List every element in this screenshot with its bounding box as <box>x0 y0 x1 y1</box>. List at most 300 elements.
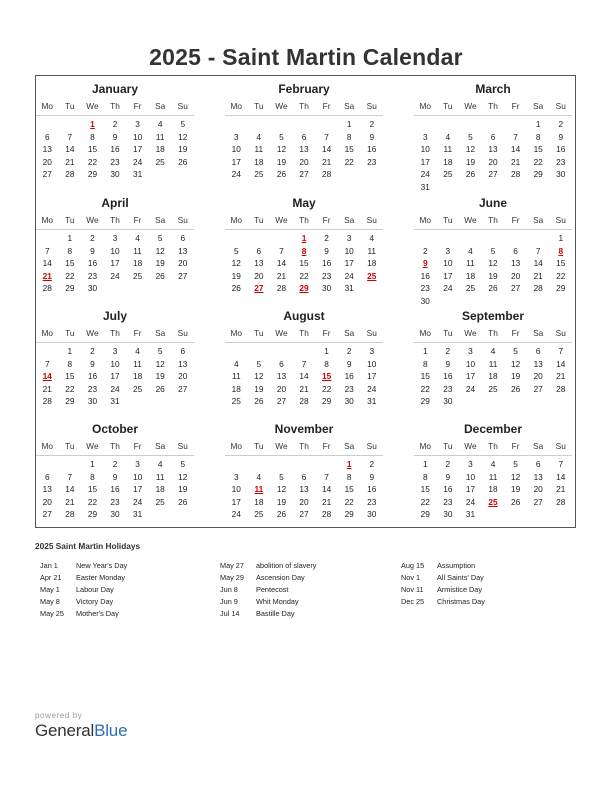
holiday-entry <box>220 584 316 596</box>
week-row <box>36 370 194 383</box>
day-cell: 28 <box>42 396 52 407</box>
day-cell: 24 <box>231 169 241 180</box>
day-cell: 4 <box>157 119 163 129</box>
day-cell: 25 <box>254 509 264 520</box>
holiday-day-cell: 1 <box>90 119 95 129</box>
empty-day-cell <box>270 458 293 471</box>
day-cell: 6 <box>301 471 307 482</box>
holiday-date: Jun 9 <box>220 597 238 607</box>
week-row <box>36 118 194 131</box>
week-row <box>225 370 383 383</box>
week-row <box>36 458 194 471</box>
day-cell: 1 <box>90 459 95 469</box>
day-cell: 27 <box>533 383 543 394</box>
day-cell: 12 <box>231 258 241 269</box>
day-cell: 10 <box>465 358 476 369</box>
day-cell: 21 <box>65 496 75 507</box>
day-cell: 24 <box>132 496 143 507</box>
day-cell: 8 <box>535 131 541 142</box>
day-cell: 17 <box>465 371 476 382</box>
holidays-title: 2025 Saint Martin Holidays <box>35 541 141 551</box>
empty-day-cell <box>504 395 527 408</box>
day-cell: 25 <box>465 283 476 294</box>
weekday-label: We <box>275 100 288 111</box>
empty-day-cell <box>149 508 172 521</box>
weekday-label: Fr <box>511 100 520 111</box>
day-cell: 3 <box>346 233 352 243</box>
empty-day-cell <box>482 295 505 308</box>
day-cell: 20 <box>533 371 543 382</box>
holiday-name: Mother's Day <box>76 609 119 619</box>
day-cell: 12 <box>488 258 498 269</box>
month-june <box>414 195 572 308</box>
powered-by-text: powered by <box>35 711 83 720</box>
day-cell: 22 <box>533 156 543 167</box>
day-cell: 21 <box>299 383 309 394</box>
day-cell: 14 <box>65 144 75 155</box>
day-cell: 29 <box>420 509 430 520</box>
weekday-label: We <box>86 327 99 338</box>
holiday-date: Aug 15 <box>401 561 425 570</box>
month-july <box>36 308 194 408</box>
month-september <box>414 308 572 408</box>
weekday-label: We <box>275 440 288 451</box>
weekday-label: Th <box>299 327 309 338</box>
empty-day-cell <box>549 295 572 308</box>
day-cell: 16 <box>367 144 377 155</box>
holiday-name: Assumption <box>437 561 476 570</box>
weekday-label: Fr <box>511 327 520 338</box>
week-row <box>414 143 572 156</box>
day-cell: 20 <box>178 258 188 269</box>
day-cell: 8 <box>346 131 352 142</box>
holiday-entry <box>220 572 316 584</box>
day-cell: 11 <box>367 245 377 256</box>
day-cell: 4 <box>445 131 451 142</box>
day-cell: 7 <box>301 358 307 369</box>
empty-day-cell <box>293 458 316 471</box>
empty-day-cell <box>360 168 383 181</box>
day-cell: 16 <box>556 144 566 155</box>
day-cell: 19 <box>178 484 188 495</box>
day-cell: 16 <box>420 270 430 281</box>
empty-day-cell <box>171 508 194 521</box>
week-row <box>36 383 194 396</box>
holiday-day-cell: 8 <box>301 245 307 256</box>
empty-day-cell <box>414 118 437 131</box>
day-cell: 30 <box>321 283 332 294</box>
weekday-label: Fr <box>322 214 331 225</box>
day-cell: 20 <box>178 371 188 382</box>
day-cell: 16 <box>87 371 98 382</box>
holiday-name: New Year's Day <box>76 561 128 570</box>
day-cell: 9 <box>112 131 118 142</box>
weekday-label: Sa <box>533 327 544 338</box>
week-row <box>414 232 572 245</box>
empty-day-cell <box>437 232 460 245</box>
weekday-label: Tu <box>254 214 264 225</box>
week-row <box>414 358 572 371</box>
day-cell: 23 <box>443 383 453 394</box>
weekday-label: Tu <box>443 440 453 451</box>
holiday-date: Jun 8 <box>220 585 238 595</box>
weekday-label: Fr <box>511 440 520 451</box>
week-row <box>414 483 572 496</box>
empty-day-cell <box>225 118 248 131</box>
day-cell: 15 <box>87 484 98 495</box>
day-cell: 26 <box>178 156 188 167</box>
empty-day-cell <box>504 508 527 521</box>
day-cell: 26 <box>465 169 476 180</box>
day-cell: 2 <box>422 245 428 256</box>
day-cell: 30 <box>110 169 120 180</box>
day-cell: 22 <box>420 383 430 394</box>
empty-day-cell <box>482 232 505 245</box>
day-cell: 27 <box>276 396 287 407</box>
weekday-label: Th <box>488 214 498 225</box>
holiday-day-cell: 25 <box>367 270 377 281</box>
empty-day-cell <box>459 232 482 245</box>
weekday-label: Mo <box>41 440 54 451</box>
weekday-label: Sa <box>155 214 166 225</box>
week-row <box>36 168 194 181</box>
day-cell: 18 <box>254 156 264 167</box>
day-cell: 10 <box>110 358 120 369</box>
day-cell: 21 <box>556 484 566 495</box>
weekday-label: Tu <box>254 327 264 338</box>
weekday-label: Tu <box>65 100 75 111</box>
weekday-label: Su <box>366 214 377 225</box>
weekday-label: We <box>86 440 99 451</box>
weekday-header <box>36 211 194 230</box>
empty-day-cell <box>36 345 59 358</box>
empty-day-cell <box>549 395 572 408</box>
weekday-header <box>414 437 572 456</box>
holiday-date: Jul 14 <box>220 609 240 619</box>
empty-day-cell <box>504 181 527 194</box>
empty-day-cell <box>315 458 338 471</box>
empty-day-cell <box>104 282 127 295</box>
day-cell: 30 <box>344 396 354 407</box>
week-row <box>414 156 572 169</box>
day-cell: 17 <box>344 258 354 269</box>
weekday-label: Mo <box>419 327 432 338</box>
weekday-label: Sa <box>344 214 355 225</box>
day-cell: 16 <box>110 144 120 155</box>
empty-day-cell <box>482 508 505 521</box>
holiday-entry <box>220 608 316 620</box>
day-cell: 19 <box>155 258 165 269</box>
day-cell: 6 <box>44 131 50 142</box>
day-cell: 4 <box>256 471 262 482</box>
day-cell: 26 <box>510 496 521 507</box>
day-cell: 30 <box>443 396 453 407</box>
day-cell: 5 <box>157 346 163 356</box>
day-cell: 2 <box>90 233 95 243</box>
day-cell: 12 <box>276 144 287 155</box>
day-cell: 2 <box>369 459 375 469</box>
holiday-name: Victory Day <box>76 597 114 607</box>
day-cell: 31 <box>465 509 476 520</box>
holiday-entry <box>220 596 316 608</box>
month-name: September <box>461 309 525 323</box>
empty-day-cell <box>549 508 572 521</box>
day-cell: 3 <box>135 459 140 469</box>
day-cell: 23 <box>321 270 332 281</box>
day-cell: 3 <box>445 245 451 256</box>
holiday-day-cell: 11 <box>254 484 264 495</box>
empty-day-cell <box>270 345 293 358</box>
day-cell: 20 <box>299 156 309 167</box>
day-cell: 16 <box>443 371 453 382</box>
empty-day-cell <box>248 118 271 131</box>
day-cell: 25 <box>231 396 241 407</box>
day-cell: 11 <box>133 358 142 369</box>
holiday-column <box>401 560 485 608</box>
day-cell: 17 <box>110 258 120 269</box>
weekday-label: Th <box>488 440 498 451</box>
day-cell: 10 <box>132 131 143 142</box>
day-cell: 1 <box>422 346 428 356</box>
empty-day-cell <box>248 232 271 245</box>
day-cell: 19 <box>254 383 264 394</box>
holiday-date: May 29 <box>220 573 244 583</box>
empty-day-cell <box>338 168 361 181</box>
weekday-label: Mo <box>419 214 432 225</box>
day-cell: 31 <box>420 181 430 192</box>
day-cell: 5 <box>468 131 473 142</box>
month-august <box>225 308 383 408</box>
holiday-entry <box>40 560 127 572</box>
week-row <box>414 508 572 521</box>
empty-day-cell <box>437 181 460 194</box>
day-cell: 26 <box>488 283 498 294</box>
day-cell: 24 <box>465 383 476 394</box>
day-cell: 30 <box>367 509 377 520</box>
day-cell: 1 <box>558 233 564 243</box>
day-cell: 29 <box>87 169 98 180</box>
day-cell: 1 <box>67 233 73 243</box>
week-row <box>36 270 194 283</box>
holiday-entry <box>401 560 485 572</box>
empty-day-cell <box>59 118 82 131</box>
empty-day-cell <box>482 118 505 131</box>
day-cell: 20 <box>510 270 521 281</box>
day-cell: 6 <box>180 233 186 243</box>
day-cell: 9 <box>346 358 352 369</box>
weekday-label: Sa <box>155 440 166 451</box>
week-row <box>225 395 383 408</box>
empty-day-cell <box>248 345 271 358</box>
day-cell: 6 <box>256 245 262 256</box>
day-cell: 29 <box>87 509 98 520</box>
day-cell: 27 <box>42 509 52 520</box>
day-cell: 16 <box>321 258 332 269</box>
weekday-label: We <box>464 327 477 338</box>
weekday-label: Tu <box>65 440 75 451</box>
empty-day-cell <box>149 282 172 295</box>
day-cell: 22 <box>87 496 98 507</box>
day-cell: 24 <box>465 496 476 507</box>
day-cell: 7 <box>279 245 284 256</box>
holiday-date: Apr 21 <box>40 573 62 583</box>
day-cell: 25 <box>254 169 264 180</box>
weekday-header <box>414 97 572 116</box>
day-cell: 13 <box>178 245 188 256</box>
weekday-header <box>225 437 383 456</box>
day-cell: 3 <box>135 119 140 129</box>
day-cell: 6 <box>279 358 284 369</box>
weekday-label: Tu <box>443 327 453 338</box>
week-row <box>225 496 383 509</box>
weekday-label: Fr <box>133 327 142 338</box>
day-cell: 21 <box>321 156 332 167</box>
month-name: January <box>91 82 139 96</box>
week-row <box>36 508 194 521</box>
day-cell: 26 <box>231 283 241 294</box>
holiday-name: Ascension Day <box>256 573 305 583</box>
week-row <box>225 131 383 144</box>
day-cell: 17 <box>231 156 241 167</box>
day-cell: 18 <box>132 371 143 382</box>
day-cell: 9 <box>558 131 564 142</box>
day-cell: 30 <box>87 396 98 407</box>
weekday-header <box>414 211 572 230</box>
day-cell: 17 <box>367 371 377 382</box>
day-cell: 14 <box>510 144 521 155</box>
day-cell: 2 <box>369 119 375 129</box>
day-cell: 13 <box>299 484 309 495</box>
day-cell: 3 <box>468 346 473 356</box>
day-cell: 31 <box>132 509 143 520</box>
day-cell: 11 <box>231 371 241 382</box>
day-cell: 23 <box>87 270 98 281</box>
holiday-day-cell: 8 <box>558 245 564 256</box>
day-cell: 15 <box>87 144 98 155</box>
empty-day-cell <box>527 181 550 194</box>
day-cell: 23 <box>420 283 430 294</box>
weekday-label: Th <box>299 100 309 111</box>
day-cell: 26 <box>155 270 165 281</box>
week-row <box>225 471 383 484</box>
day-cell: 26 <box>276 509 287 520</box>
holiday-name: Armistice Day <box>437 585 483 595</box>
week-row <box>225 118 383 131</box>
day-cell: 10 <box>443 258 453 269</box>
week-row <box>225 168 383 181</box>
empty-day-cell <box>482 395 505 408</box>
day-cell: 4 <box>233 358 239 369</box>
holiday-day-cell: 9 <box>422 258 428 269</box>
weekday-label: Su <box>555 214 566 225</box>
day-cell: 11 <box>133 245 142 256</box>
day-cell: 9 <box>112 471 118 482</box>
day-cell: 12 <box>254 371 264 382</box>
day-cell: 9 <box>90 245 95 256</box>
month-january <box>36 81 194 181</box>
holiday-column <box>220 560 316 620</box>
day-cell: 15 <box>420 484 430 495</box>
holiday-entry <box>401 584 485 596</box>
day-cell: 7 <box>44 245 50 256</box>
day-cell: 22 <box>299 270 309 281</box>
holiday-name: All Saints' Day <box>437 573 484 583</box>
week-row <box>414 118 572 131</box>
weekday-label: Tu <box>443 100 453 111</box>
day-cell: 21 <box>276 270 287 281</box>
day-cell: 22 <box>87 156 98 167</box>
day-cell: 4 <box>490 346 496 356</box>
weekday-label: Mo <box>230 440 243 451</box>
generalblue-logo[interactable] <box>35 721 127 741</box>
weekday-label: Fr <box>511 214 520 225</box>
month-march <box>414 81 572 194</box>
day-cell: 8 <box>346 471 352 482</box>
empty-day-cell <box>225 232 248 245</box>
day-cell: 8 <box>422 471 428 482</box>
day-cell: 22 <box>420 496 430 507</box>
day-cell: 21 <box>510 156 521 167</box>
day-cell: 7 <box>67 471 73 482</box>
day-cell: 9 <box>445 471 451 482</box>
day-cell: 25 <box>132 270 143 281</box>
weekday-header <box>225 97 383 116</box>
day-cell: 24 <box>132 156 143 167</box>
week-row <box>414 395 572 408</box>
holiday-name: Labour Day <box>76 585 114 595</box>
day-cell: 18 <box>155 484 165 495</box>
weekday-label: Fr <box>133 214 142 225</box>
empty-day-cell <box>36 458 59 471</box>
day-cell: 15 <box>420 371 430 382</box>
holiday-entry <box>40 596 127 608</box>
week-row <box>414 458 572 471</box>
day-cell: 8 <box>324 358 329 369</box>
day-cell: 14 <box>321 484 332 495</box>
day-cell: 28 <box>556 383 566 394</box>
day-cell: 10 <box>367 358 377 369</box>
day-cell: 17 <box>443 270 453 281</box>
day-cell: 12 <box>155 358 165 369</box>
week-row <box>36 282 194 295</box>
empty-day-cell <box>504 295 527 308</box>
day-cell: 20 <box>42 156 52 167</box>
day-cell: 6 <box>513 245 518 256</box>
day-cell: 16 <box>87 258 98 269</box>
day-cell: 29 <box>556 283 566 294</box>
weekday-label: Th <box>299 440 309 451</box>
week-row <box>225 458 383 471</box>
day-cell: 15 <box>299 258 309 269</box>
holiday-entry <box>40 608 127 620</box>
week-row <box>414 345 572 358</box>
day-cell: 29 <box>344 509 354 520</box>
day-cell: 28 <box>533 283 543 294</box>
weekday-label: Sa <box>344 100 355 111</box>
weekday-header <box>414 324 572 343</box>
weekday-label: We <box>464 440 477 451</box>
day-cell: 30 <box>556 169 566 180</box>
day-cell: 13 <box>42 484 52 495</box>
day-cell: 12 <box>465 144 476 155</box>
month-name: February <box>278 82 330 96</box>
day-cell: 18 <box>231 383 241 394</box>
day-cell: 1 <box>324 346 329 356</box>
holiday-date: Jan 1 <box>40 561 58 570</box>
empty-day-cell <box>482 181 505 194</box>
holiday-day-cell: 27 <box>254 283 264 294</box>
day-cell: 26 <box>276 169 287 180</box>
